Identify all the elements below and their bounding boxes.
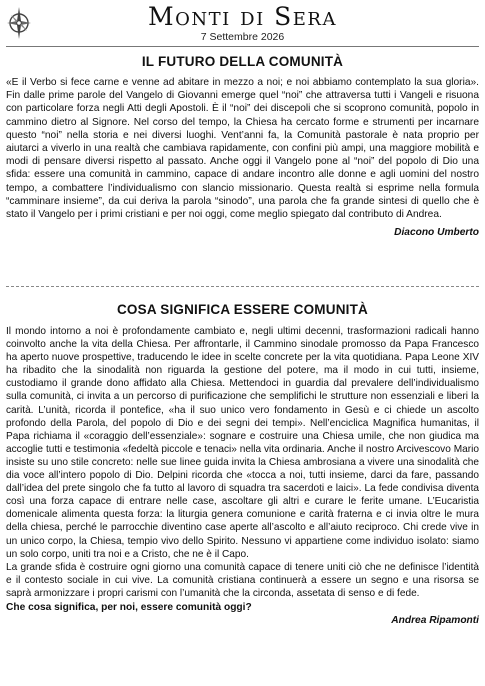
- article-heading: COSA SIGNIFICA ESSERE COMUNITÀ: [116, 302, 369, 317]
- issue-date: 7 Settembre 2026: [200, 31, 285, 43]
- closing-question: Che cosa significa, per noi, essere comunità oggi?: [6, 601, 252, 613]
- article-separator: [6, 286, 479, 287]
- article-author: Andrea Ripamonti: [391, 614, 479, 626]
- header-divider: [6, 46, 479, 47]
- article-meaning-community: [6, 294, 479, 626]
- article-body: «E il Verbo si fece carne e venne ad abitare in mezzo a noi; e noi abbiamo contemplato la sua gloria». Fin dalle prime parole del Vangelo di Giovanni emerge quel “noi” che attraversa tutti i Vangeli e risuona con particolare forza negli Atti degli Apostoli. È il “noi” dei discepoli che si scoprono comunità, popolo in cammino dietro al Signore. Nel corso del tempo, la Chiesa ha cercato forme e strumenti per incarnare questo “noi” nella storia e nei diversi luoghi. Vent’anni fa, la Comunità pastorale è nata proprio per aiutarci a viverlo in una realtà che cambiava rapidamente, con confini più ampi, una maggiore mobilità e modi di pensare diversi rispetto al passato. Anche oggi il Vangelo pone al “noi” del popolo di Dio una sfida: essere una comunità in cammino, capace di andare incontro alle donne e agli uomini del nostro tempo, a combattere l’individualismo con slancio missionario. Questa realtà si esprime nella formula “camminare insieme”, da cui deriva la parola “sinodo”, una parola che fa grande sintesi di quello che è stato il Vangelo per i primi cristiani e per noi oggi, come meglio spiegato dal contributo di Andrea.: [6, 77, 479, 221]
- article-future-community: [6, 50, 479, 238]
- masthead: [0, 0, 485, 48]
- article-author: Diacono Umberto: [394, 227, 479, 239]
- newsletter-title: Monti di Sera: [148, 2, 337, 31]
- article-body-closing: La grande sfida è costruire ogni giorno una comunità capace di tenere uniti ciò che ne definisce l’identità e il contesto sociale in cui vive. La comunità cristiana continuerà a essere un segno e una risorsa se saprà armonizzare i propri carismi con l’umanità che la circonda, assetata di senso e di fede.: [6, 561, 479, 599]
- article-body: Il mondo intorno a noi è profondamente cambiato e, negli ultimi decenni, trasformazioni radicali hanno coinvolto anche la vita della Chiesa. Per affrontarle, il Cammino sinodale promosso da Papa Francesco ha aperto nuove prospettive, traducendo le idee in scelte concrete per la vita quotidiana. Papa Leone XIV ha ribadito che la sinodalità non riguarda la gestione del potere, ma il modo in cui tutti, insieme, custodiamo il grande dono affidato alla Chiesa. Mettendoci in guardia dal prevalere dell’individualismo sulla comunità, ci invita a un percorso di purificazione che semplifichi le strutture non essenziali e liberi la carità. L’unità, ricorda il pontefice, «ha il suo unico vero fondamento in Gesù e ci chiede un ascolto profondo della Parola, del popolo di Dio e dei segni dei tempi». Nell’enciclica Magnifica humanitas, il Papa richiama il «coraggio dell’essenziale»: sognare e costruire una Chiesa umile, che non giudica ma accoglie tutti e testimonia «fedeltà piccole e tenaci» nella vita ordinaria. Anche il nostro Arcivescovo Mario insiste su uno stile concreto: nelle sue linee guida invita la Chiesa ambrosiana a vivere una sinodalità che dia voce all’intero popolo di Dio. Delpini ricorda che «tocca a noi, tutti insieme, darci da fare, passando dall’idea del prete singolo che fa tutto al lavoro di squadra tra sacerdoti e laici». La fede condivisa diventa così una forza capace di entrare nelle case, ascoltare gli altri e curare le ferite umane. L’Eucaristia domenicale alimenta questa forza: la liturgia genera comunione e carità fraterna e ci invia oltre le mura della chiesa, perché le parrocchie diventino case aperte all’ascolto e all’aiuto reciproco. Chi crede vive in un unico corpo, la Chiesa, tempio vivo dello Spirito. Nessuno vi appartiene come individuo isolato: siamo un solo corpo, uniti tra noi e a Cristo, che ne è il Capo.: [6, 326, 479, 560]
- article-heading: IL FUTURO DELLA COMUNITÀ: [141, 54, 344, 69]
